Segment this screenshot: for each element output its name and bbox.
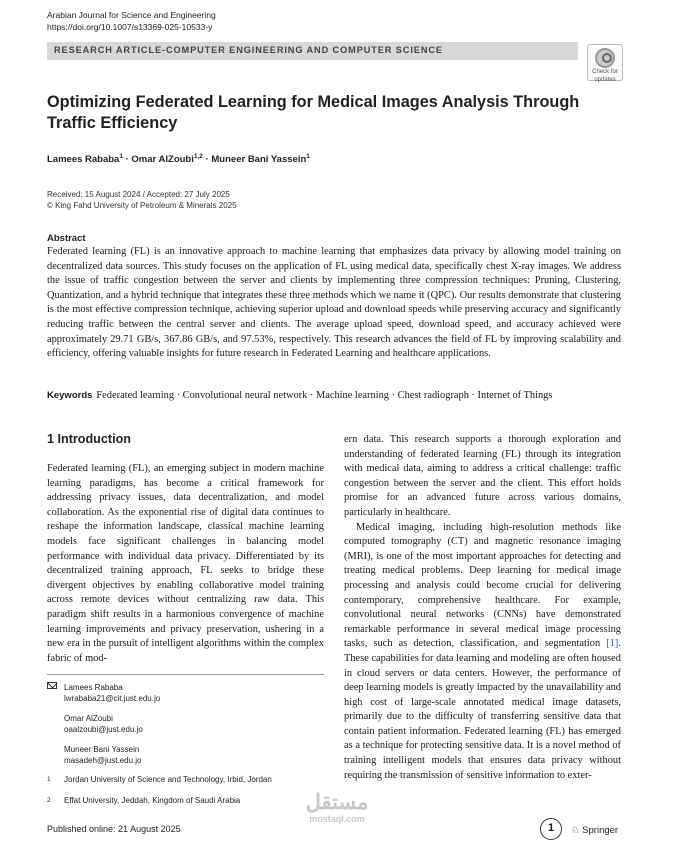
- site-watermark: [296, 792, 378, 824]
- publication-dates: [47, 189, 237, 211]
- publisher-logo: [571, 825, 618, 836]
- journal-name: Arabian Journal for Science and Engineering: [47, 10, 216, 20]
- author-name[interactable]: Muneer Bani Yassein: [211, 154, 307, 166]
- author-affiliation-sup: 1: [306, 153, 310, 160]
- publisher-name: Springer: [582, 825, 619, 836]
- keywords: [47, 390, 627, 401]
- contact-name: Omar AlZoubi: [64, 713, 113, 723]
- section-heading: 1 Introduction: [47, 432, 131, 446]
- check-label-2: updates: [594, 76, 616, 83]
- doi-link[interactable]: https://doi.org/10.1007/s13369-025-10533-y: [47, 22, 213, 32]
- author-affiliation-sup: 1: [119, 153, 123, 160]
- contact-email[interactable]: oaalzoubi@just.edu.jo: [64, 725, 143, 735]
- citation-link[interactable]: [1]: [606, 638, 619, 650]
- watermark-arabic: مستقل: [305, 791, 369, 814]
- affiliation-number: 2: [47, 796, 51, 804]
- author-contacts: [47, 682, 324, 806]
- page-badge: 1: [540, 818, 562, 840]
- footnote-divider: [47, 674, 324, 675]
- contact-email[interactable]: masadeh@just.edu.jo: [64, 756, 142, 766]
- affiliation: [47, 774, 324, 785]
- paragraph-text: . These capabilities for data learning and modeling are often housed in cloud servers or data centers. However, the performance of deep learning models is greatly impacted by the unavailability and high cost of large-scale annotated medical image datasets, primarily due to the difficulty of transferring sensitive data that contain patient information. Federated learning (FL) has emerged as a technique for protecting sensitive data. It is a novel method of training intelligent models that ensures data privacy without requiring the transmission of sensitive information to exter-: [344, 638, 621, 781]
- affiliation-text: Effat University, Jeddah, Kingdom of Saudi Arabia: [64, 795, 241, 805]
- received-accepted: Received: 15 August 2024 / Accepted: 27 July 2025: [47, 190, 230, 199]
- check-for-updates-button[interactable]: [587, 44, 623, 81]
- author-separator: ·: [122, 154, 132, 166]
- article-type-banner: [47, 42, 578, 60]
- contact-entry: [47, 744, 324, 767]
- contact-entry: [47, 713, 324, 736]
- watermark-latin: mostaql.com: [309, 814, 365, 824]
- paragraph-text: Medical imaging, including high-resolution methods like computed tomography (CT) and magnetic resonance imaging (MRI), is one of the most important approaches for detecting and treating medical problems. Deep learning for medical image processing and analysis could become crucial for delivering contemporary, comprehensive healthcare. For example, convolutional neural networks (CNNs) have demonstrated remarkable performance in several medical image processing tasks, such as detection, classification, and segmentation: [344, 521, 621, 650]
- update-badge-icon: [595, 48, 615, 68]
- contact-email[interactable]: lwrababa21@cit.just.edu.jo: [64, 694, 161, 704]
- paragraph: Federated learning (FL), an emerging subject in modern machine learning paradigms, has become a critical framework for addressing privacy issues, data decentralization, and model collaboration. As the exponential rise of digital data continues to reshape the information landscape, classical machine learning models face significant challenges in balancing model performance with individual data privacy. Differentiated by its decentralized training approach, FL seeks to bridge these divergent objectives by enabling collaborative model training across remote devices without centralizing raw data. This paradigm shift results in a harmonious convergence of machine learning improvements and privacy preservation, ushering in a new era in the pursuit of intelligent algorithms within the complex fabric of mod-: [47, 463, 324, 664]
- affiliation-text: Jordan University of Science and Technology, Irbid, Jordan: [64, 775, 272, 785]
- affiliation-number: 1: [47, 776, 51, 784]
- paper-title: Optimizing Federated Learning for Medical Images Analysis Through Traffic Efficiency: [47, 93, 580, 132]
- envelope-icon: [47, 682, 57, 689]
- published-online: Published online: 21 August 2025: [47, 824, 181, 834]
- contact-entry: [47, 682, 324, 705]
- article-type-label: RESEARCH ARTICLE-COMPUTER ENGINEERING AND COMPUTER SCIENCE: [54, 45, 443, 55]
- affiliation: [47, 795, 324, 806]
- check-label-1: Check for: [592, 69, 618, 75]
- keywords-label: Keywords: [47, 390, 93, 401]
- left-column: [47, 462, 324, 666]
- contact-name: Lamees Rababa: [64, 683, 123, 692]
- author-name[interactable]: Lamees Rababa: [47, 154, 120, 166]
- author-list: [47, 153, 310, 165]
- abstract-heading: Abstract: [47, 233, 86, 244]
- springer-horse-icon: ♘: [571, 825, 580, 836]
- right-column: [344, 433, 621, 783]
- keywords-list: Federated learning · Convolutional neural network · Machine learning · Chest radiograph · Internet of Things: [96, 390, 553, 401]
- author-affiliation-sup: 1,2: [193, 153, 203, 160]
- author-separator: ·: [202, 154, 212, 166]
- author-name[interactable]: Omar AlZoubi: [131, 154, 194, 166]
- abstract-text: Federated learning (FL) is an innovative approach to machine learning that emphasizes data privacy by allowing model training on decentralized data sources. This study focuses on the application of FL using medical data, specifically chest X-ray images. We address the issue of traffic congestion between the server and clients by implementing three compression techniques: Pruning, Clustering, Quantization, and a hybrid technique that integrates these three methods which we name it (QPC). Our results demonstrate that clustering is the most effective compression technique, achieving superior upload and download speeds while preserving accuracy and significantly reducing traffic between the central server and clients. The average upload speed, download speed, and accuracy achieved were approximately 29.71 GB/s, 367.86 GB/s, and 97.53%, respectively. This research advances the field of FL by improving scalability and efficiency, offering valuable insights for future research in Federated Learning and healthcare applications.: [47, 246, 621, 360]
- contact-name: Muneer Bani Yassein: [64, 744, 140, 754]
- paragraph: ern data. This research supports a thorough exploration and understanding of federated learning (FL) through its integration with medical data, aiming to address a critical challenge: traffic congestion between the server and the client. This effort holds promise for an advanced future across various domains, particularly in healthcare.: [344, 434, 621, 518]
- paragraph: [344, 521, 621, 784]
- copyright: © King Fahd University of Petroleum & Minerals 2025: [47, 201, 237, 210]
- journal-info: [47, 9, 216, 33]
